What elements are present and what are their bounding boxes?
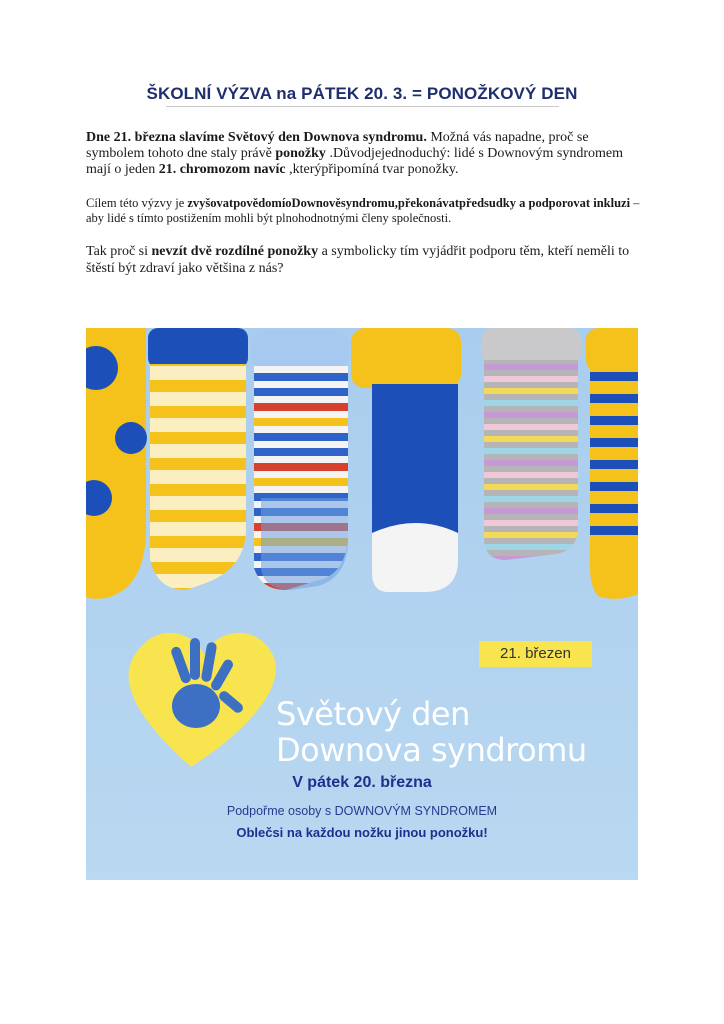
date-tag: 21. březen (479, 641, 592, 667)
title-underline (166, 106, 559, 107)
intro-text-3: ,kterýpřipomíná tvar ponožky. (285, 162, 459, 177)
paragraph-intro (86, 130, 646, 178)
cta-action: Oblečsi na každou nožku jinou ponožku! (236, 825, 488, 840)
goal-bold: zvyšovatpovědomíoDownověsyndromu,překonávatpředsudky a podporovat inkluzi (187, 196, 631, 210)
call-bold: nevzít dvě rozdílné ponožky (151, 244, 319, 259)
intro-text-2: .Důvodjejednoduchý: lidé s Downovým syndromem mají o jeden (86, 146, 624, 177)
chromosome-bold: 21. chromozom navíc (158, 162, 286, 177)
paragraph-goal (86, 196, 646, 226)
socks-bold: ponožky (275, 146, 326, 161)
down-syndrome-day-banner (86, 328, 638, 880)
socks-illustration (86, 328, 638, 880)
call-text-1: Tak proč si (86, 244, 152, 259)
call-text-2: a symbolicky tím vyjádřit podporu těm, kteří neměli to štěstí být zdraví jako většina z nás? (86, 244, 630, 276)
event-title-line-2: Downova syndromu (276, 731, 587, 769)
event-title-line-1: Světový den (276, 695, 470, 733)
cta-subtitle: Podpořme osoby s DOWNOVÝM SYNDROMEM (226, 804, 498, 818)
event-title (276, 696, 636, 768)
paragraph-call (86, 243, 646, 277)
document-title: ŠKOLNÍ VÝZVA na PÁTEK 20. 3. = PONOŽKOVÝ DEN (146, 84, 578, 103)
goal-text-2: – aby lidé s tímto postižením mohli být plnohodnotnými členy společnosti. (86, 196, 640, 225)
intro-text-1: Možná vás napadne, proč se symbolem tohoto dne staly právě (86, 130, 589, 161)
goal-text-1: Cílem této výzvy je (86, 196, 188, 210)
cta-day: V pátek 20. března (292, 774, 432, 791)
intro-bold: Dne 21. března slavíme Světový den Downova syndromu. (86, 130, 427, 145)
